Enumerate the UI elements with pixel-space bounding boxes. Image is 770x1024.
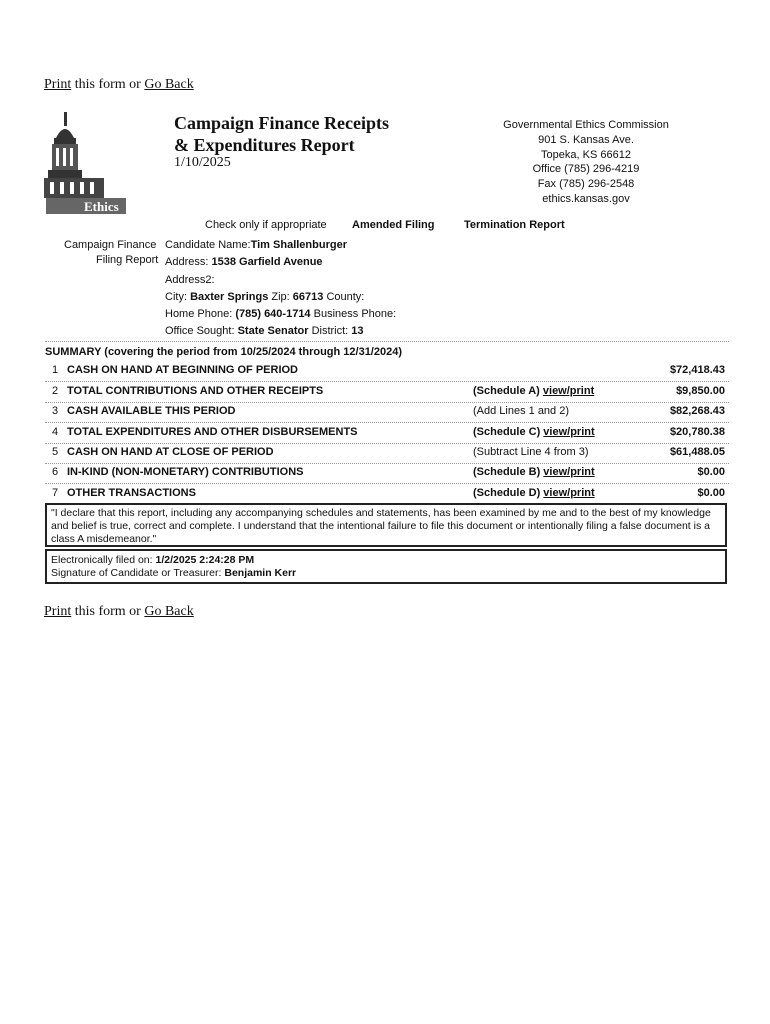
row-number: 3 [52, 405, 59, 417]
agency-street: 901 S. Kansas Ave. [538, 133, 634, 146]
zip-label: Zip: [271, 291, 290, 303]
row-label: OTHER TRANSACTIONS [67, 487, 196, 499]
top-nav [44, 77, 194, 93]
district-value: 13 [351, 325, 364, 337]
print-link-bottom[interactable]: Print [44, 604, 72, 619]
row-number: 6 [52, 466, 59, 478]
row-amount: $20,780.38 [669, 426, 725, 438]
city-label: City: [165, 291, 187, 303]
logo-text: Ethics [84, 199, 119, 214]
agency-fax: Fax (785) 296-2548 [537, 178, 635, 191]
row-amount: $61,488.05 [669, 446, 725, 458]
address-value: 1538 Garfield Avenue [211, 256, 323, 268]
section-label-filing-report: Filing Report [96, 254, 159, 266]
district-label: District: [311, 325, 349, 337]
agency-address-block [500, 118, 672, 207]
section-label-campaign-finance: Campaign Finance [64, 239, 157, 251]
row-schedule [473, 385, 594, 397]
home-phone-value: (785) 640-1714 [235, 308, 311, 320]
address-label: Address: [165, 256, 209, 268]
row-amount: $72,418.43 [669, 364, 725, 376]
print-link[interactable]: Print [44, 77, 72, 92]
agency-office-phone: Office (785) 296-4219 [532, 163, 640, 176]
row-label: IN-KIND (NON-MONETARY) CONTRIBUTIONS [67, 466, 304, 478]
candidate-name-line [165, 239, 347, 251]
schedule-label: (Schedule D) [473, 487, 544, 499]
summary-row-7 [45, 484, 729, 504]
summary-row-2 [45, 382, 729, 403]
summary-row-4 [45, 423, 729, 444]
signature-line [51, 567, 721, 580]
row-number: 5 [52, 446, 59, 458]
go-back-link-bottom[interactable]: Go Back [144, 604, 194, 619]
address2-label: Address2: [165, 274, 215, 286]
filed-on-line [51, 554, 721, 567]
schedule-label: (Schedule C) [473, 426, 544, 438]
amended-filing-label: Amended Filing [352, 219, 435, 231]
office-sought-label: Office Sought: [165, 325, 235, 337]
filed-on-value: 1/2/2025 2:24:28 PM [155, 554, 255, 566]
title-line-1: Campaign Finance Receipts [174, 113, 389, 133]
summary-row-6 [45, 463, 729, 484]
kansas-ethics-logo [44, 112, 128, 216]
schedule-b-view-print-link[interactable]: view/print [543, 466, 595, 478]
schedule-d-view-print-link[interactable]: view/print [543, 487, 595, 499]
termination-report-label: Termination Report [464, 219, 565, 231]
home-phone-label: Home Phone: [165, 308, 233, 320]
check-label: Check only if appropriate [205, 219, 327, 231]
county-label: County: [326, 291, 365, 303]
declaration-text: "I declare that this report, including any accompanying schedules and statements, has been examined by me and to the best of my knowledge and belief is true, correct and complete. I understand that the intentional failure to file this document or intentionally filing a false document is a class A misdemeanor." [51, 507, 711, 545]
schedule-c-view-print-link[interactable]: view/print [543, 426, 595, 438]
row-label: TOTAL EXPENDITURES AND OTHER DISBURSEMENTS [67, 426, 358, 438]
nav-separator-text-bottom: this form or [71, 604, 145, 619]
address2-line [165, 274, 215, 286]
schedule-label: (Schedule A) [473, 385, 543, 397]
row-amount: $0.00 [697, 487, 725, 499]
bottom-nav [44, 604, 194, 620]
summary-row-5 [45, 443, 729, 464]
row-label: TOTAL CONTRIBUTIONS AND OTHER RECEIPTS [67, 385, 324, 397]
row-number: 2 [52, 385, 59, 397]
row-number: 4 [52, 426, 59, 438]
row-amount: $0.00 [697, 466, 725, 478]
summary-heading: SUMMARY (covering the period from 10/25/2024 through 12/31/2024) [45, 346, 402, 358]
office-line [165, 325, 364, 337]
row-label: CASH AVAILABLE THIS PERIOD [67, 405, 236, 417]
filed-on-label: Electronically filed on: [51, 554, 153, 566]
summary-top-rule [45, 341, 729, 342]
business-phone-label: Business Phone: [313, 308, 397, 320]
address-line [165, 256, 323, 268]
row-schedule: (Add Lines 1 and 2) [473, 405, 570, 417]
phone-line [165, 308, 396, 320]
row-schedule [473, 426, 595, 438]
city-line [165, 291, 364, 303]
agency-name: Governmental Ethics Commission [503, 119, 669, 131]
report-title [174, 112, 389, 156]
row-number: 1 [52, 364, 59, 376]
signature-value: Benjamin Kerr [224, 567, 297, 579]
row-label: CASH ON HAND AT BEGINNING OF PERIOD [67, 364, 299, 376]
filing-signature-box [45, 549, 727, 584]
summary-row-1 [45, 361, 729, 382]
summary-row-3 [45, 402, 729, 423]
schedule-a-view-print-link[interactable]: view/print [542, 385, 595, 397]
candidate-name-label: Candidate Name: [165, 239, 251, 251]
row-label: CASH ON HAND AT CLOSE OF PERIOD [67, 446, 274, 458]
row-schedule [473, 466, 595, 478]
declaration-box [45, 503, 727, 547]
row-number: 7 [52, 487, 59, 499]
zip-value: 66713 [292, 291, 324, 303]
agency-city: Topeka, KS 66612 [541, 148, 631, 161]
row-amount: $9,850.00 [676, 385, 725, 397]
agency-website: ethics.kansas.gov [542, 192, 630, 205]
title-line-2: & Expenditures Report [174, 135, 355, 155]
row-schedule: (Subtract Line 4 from 3) [473, 446, 589, 458]
nav-separator-text: this form or [71, 77, 145, 92]
row-schedule [473, 487, 595, 499]
report-date: 1/10/2025 [174, 155, 231, 170]
go-back-link[interactable]: Go Back [144, 77, 194, 92]
city-value: Baxter Springs [190, 291, 269, 303]
office-sought-value: State Senator [237, 325, 309, 337]
schedule-label: (Schedule B) [473, 466, 544, 478]
row-amount: $82,268.43 [669, 405, 725, 417]
candidate-name: Tim Shallenburger [250, 239, 347, 251]
signature-label: Signature of Candidate or Treasurer: [51, 567, 222, 579]
